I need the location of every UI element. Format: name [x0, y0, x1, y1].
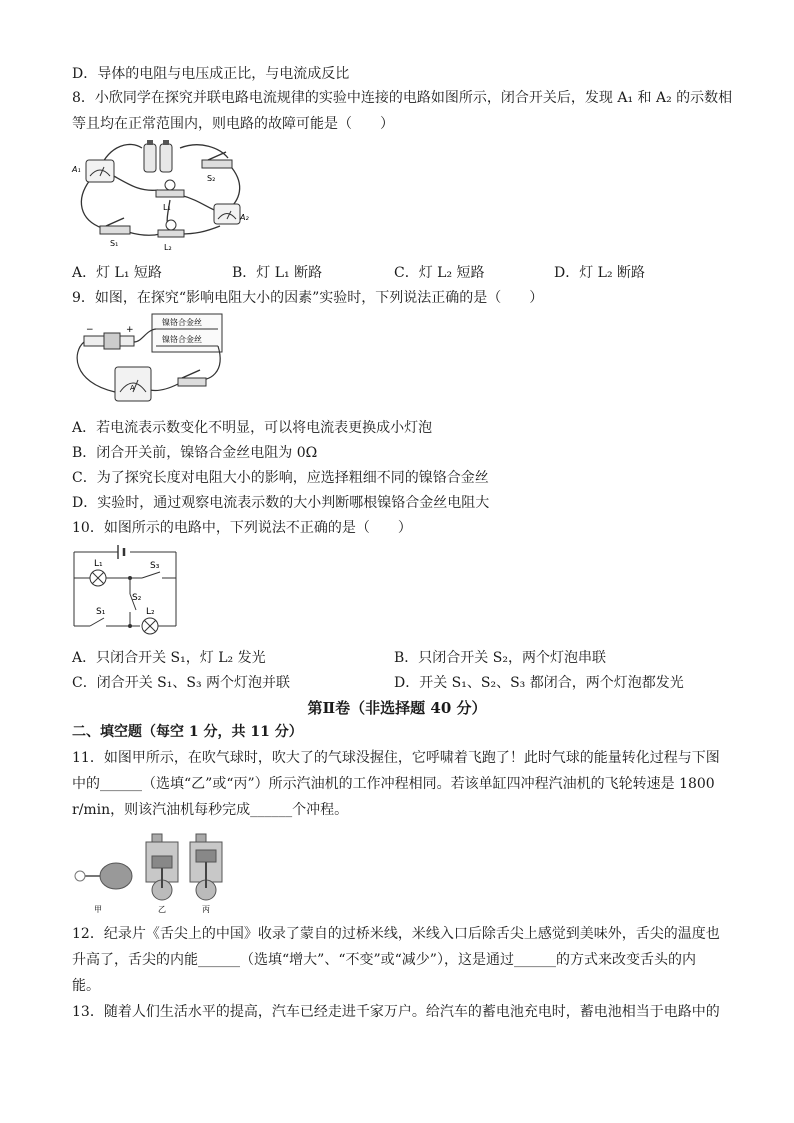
q8-option-b: B．灯 L₁ 断路 [232, 265, 323, 281]
q10-label-l2: L₂ [146, 607, 155, 617]
q11-figure [70, 828, 230, 916]
q12-line2: 升高了，舌尖的内能______（选填“增大”、“不变”或“减少”），这是通过______的方式来改变舌头的内 [72, 952, 696, 968]
q9-circuit-figure [70, 312, 230, 412]
q10-option-b: B．只闭合开关 S₂，两个灯泡串联 [394, 650, 606, 666]
q11-line1: 11．如图甲所示，在吹气球时，吹大了的气球没握住，它呼啸着飞跑了！此时气球的能量转化过程与下图 [72, 750, 720, 766]
q10-option-a: A．只闭合开关 S₁，灯 L₂ 发光 [72, 650, 266, 666]
q10-circuit-figure [70, 542, 182, 638]
q13-line1: 13．随着人们生活水平的提高，汽车已经走进千家万户。给汽车的蓄电池充电时，蓄电池相当于电路中的 [72, 1004, 720, 1020]
q8-label-a2: A₂ [240, 213, 249, 222]
q9-meter-label: A [130, 384, 135, 392]
q8-label-s1: S₁ [110, 239, 119, 248]
q9-wire2-label: 镍铬合金丝 [162, 335, 202, 344]
q10-option-d: D．开关 S₁、S₂、S₃ 都闭合，两个灯泡都发光 [394, 675, 684, 691]
q10-label-s2: S₂ [132, 593, 142, 603]
q10-label-s1: S₁ [96, 607, 106, 617]
q9-wire1-label: 镍铬合金丝 [162, 318, 202, 327]
q9-minus-label: − [86, 325, 94, 335]
q8-stem-line1: 8．小欣同学在探究并联电路电流规律的实验中连接的电路如图所示，闭合开关后，发现 A₁ 和 A₂ 的示数相 [72, 90, 733, 106]
q10-label-l1: L₁ [94, 559, 103, 569]
q8-option-a: A．灯 L₁ 短路 [72, 265, 162, 281]
q9-option-c: C．为了探究长度对电阻大小的影响，应选择粗细不同的镍铬合金丝 [72, 470, 489, 486]
q11-label-bing: 丙 [202, 905, 210, 914]
part2-title: 第Ⅱ卷（非选择题 40 分） [307, 699, 487, 717]
q8-option-c: C．灯 L₂ 短路 [394, 265, 485, 281]
q10-stem: 10．如图所示的电路中，下列说法不正确的是（ ） [72, 520, 412, 536]
q8-option-d: D．灯 L₂ 断路 [554, 265, 646, 281]
q8-label-a1: A₁ [72, 165, 81, 174]
q9-option-d: D．实验时，通过观察电流表示数的大小判断哪根镍铬合金丝电阻大 [72, 495, 490, 511]
q11-label-yi: 乙 [158, 905, 166, 914]
q8-stem-line2: 等且均在正常范围内，则电路的故障可能是（ ） [72, 116, 394, 132]
q7-option-d: D．导体的电阻与电压成正比，与电流成反比 [72, 66, 350, 82]
q8-label-l2: L₂ [164, 243, 172, 252]
q9-option-b: B．闭合开关前，镍铬合金丝电阻为 0Ω [72, 445, 318, 461]
q11-line2: 中的______（选填“乙”或“丙”）所示汽油机的工作冲程相同。若该单缸四冲程汽油机的飞轮转速是 1800 [72, 776, 715, 792]
q8-label-l1: L₁ [163, 203, 171, 212]
section2-title: 二、填空题（每空 1 分，共 11 分） [72, 724, 303, 740]
q10-option-c: C．闭合开关 S₁、S₃ 两个灯泡并联 [72, 675, 291, 691]
q12-line1: 12．纪录片《舌尖上的中国》收录了蒙自的过桥米线，米线入口后除舌尖上感觉到美味外，舌尖的温度也 [72, 926, 720, 942]
q11-label-jia: 甲 [94, 905, 102, 914]
q12-line3: 能。 [72, 978, 100, 994]
q10-label-s3: S₃ [150, 561, 160, 571]
q8-label-s2: S₂ [207, 174, 216, 183]
q9-plus-label: + [126, 325, 134, 335]
q8-circuit-figure [70, 140, 255, 255]
q11-line3: r/min，则该汽油机每秒完成______个冲程。 [72, 802, 349, 818]
q9-stem: 9．如图，在探究“影响电阻大小的因素”实验时，下列说法正确的是（ ） [72, 290, 544, 306]
q9-option-a: A．若电流表示数变化不明显，可以将电流表更换成小灯泡 [72, 420, 433, 436]
